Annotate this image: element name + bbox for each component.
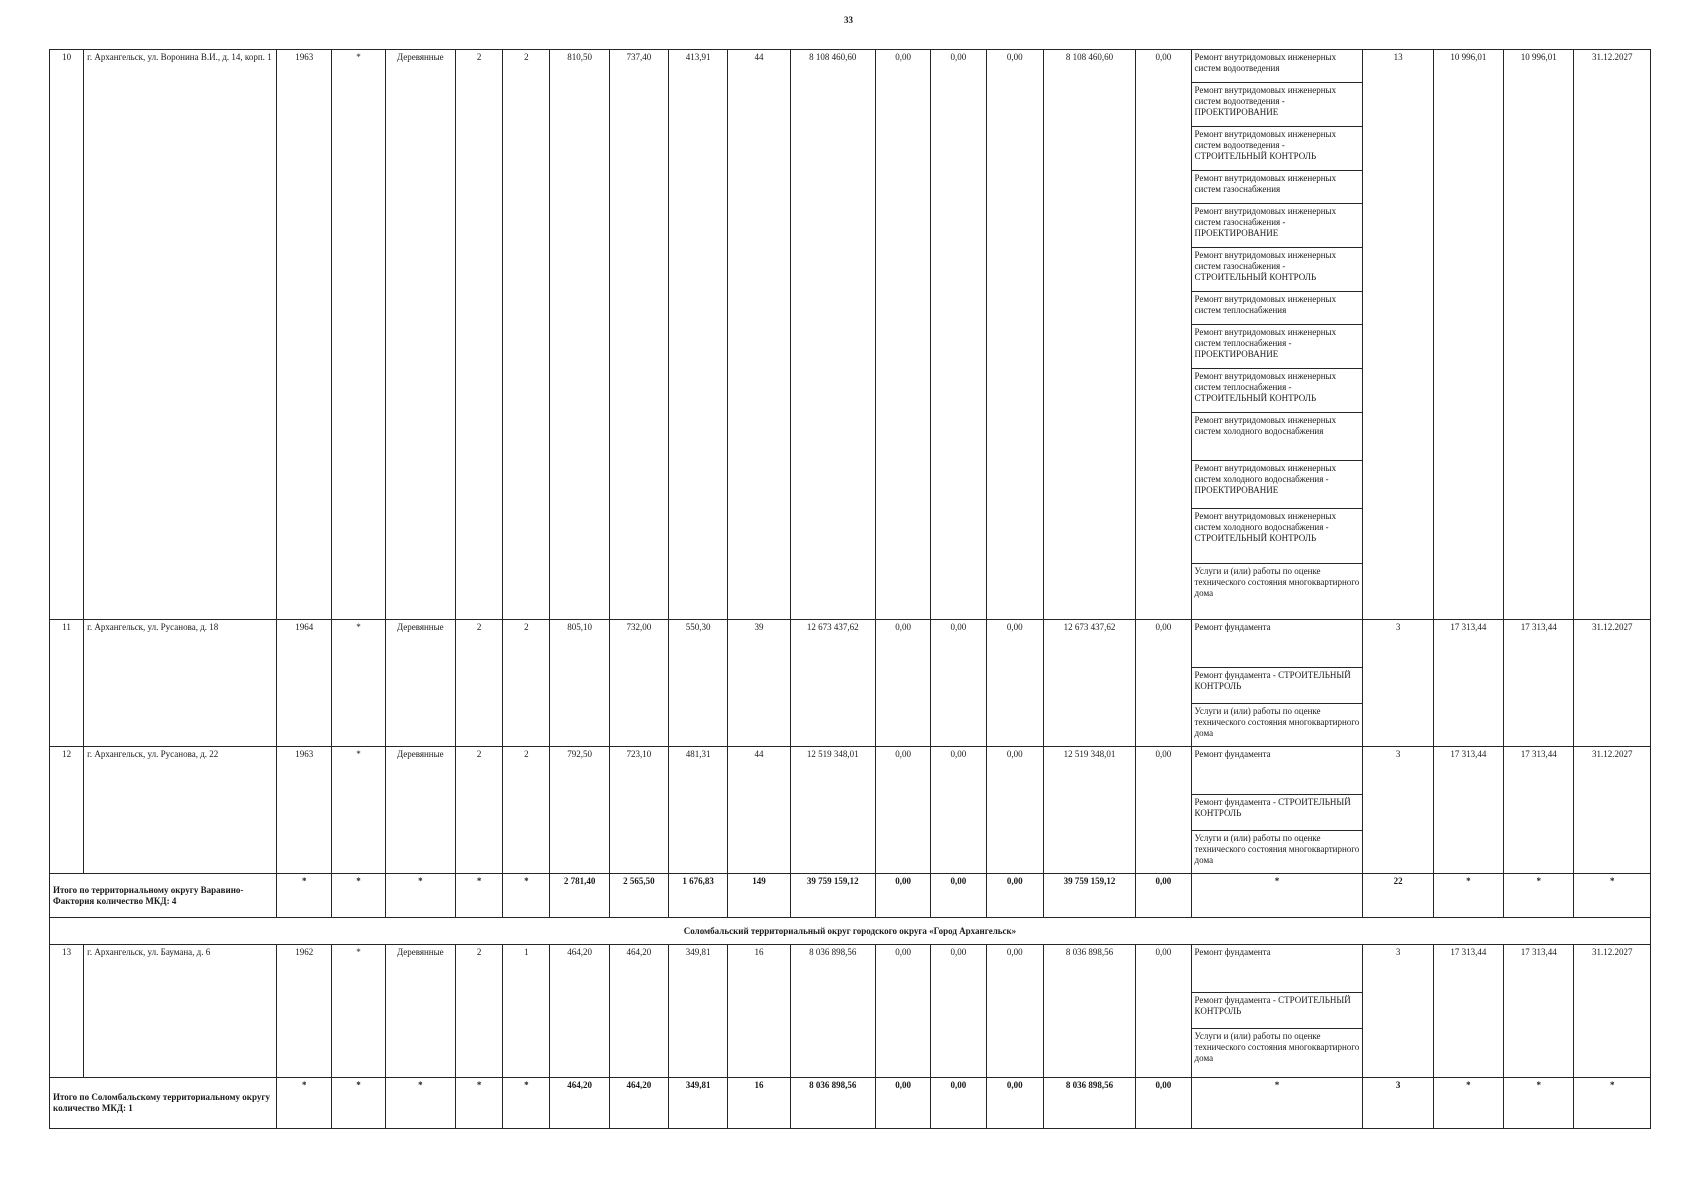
work-item: Ремонт фундамента - СТРОИТЕЛЬНЫЙ КОНТРОЛЬ xyxy=(1192,993,1363,1029)
cell-max-cost: 17 313,44 xyxy=(1504,945,1574,1078)
cell-cost-total: 8 108 460,60 xyxy=(790,50,875,620)
cell-walls: Деревянные xyxy=(385,620,455,747)
page-number: 33 xyxy=(844,15,853,25)
total-cell: * xyxy=(503,1078,550,1129)
cell-area-owned: 413,91 xyxy=(669,50,728,620)
cell-year: 1962 xyxy=(277,945,332,1078)
work-item: Ремонт внутридомовых инженерных систем водоотведения xyxy=(1192,50,1363,83)
total-area-total: 464,20 xyxy=(550,1078,609,1129)
cell-fund-regional: 0,00 xyxy=(931,945,986,1078)
total-work-count: 22 xyxy=(1363,874,1433,918)
cell-area-total: 792,50 xyxy=(550,747,609,874)
total-row-varavino xyxy=(50,874,1651,918)
cell-area-living: 464,20 xyxy=(609,945,668,1078)
total-residents: 149 xyxy=(728,874,790,918)
total-cell: * xyxy=(1574,1078,1651,1129)
cell-year: 1964 xyxy=(277,620,332,747)
cell-fund-municipal: 0,00 xyxy=(986,747,1043,874)
total-area-living: 464,20 xyxy=(609,1078,668,1129)
work-item: Ремонт внутридомовых инженерных систем холодного водоснабжения xyxy=(1192,413,1363,461)
total-cost: 39 759 159,12 xyxy=(790,874,875,918)
work-item: Ремонт фундамента xyxy=(1192,620,1363,668)
work-item: Ремонт фундамента xyxy=(1192,945,1363,993)
cell-floors: 2 xyxy=(455,945,502,1078)
cell-fund-municipal: 0,00 xyxy=(986,620,1043,747)
cell-work-count: 3 xyxy=(1363,945,1433,1078)
cell-area-owned: 550,30 xyxy=(669,620,728,747)
cell-works xyxy=(1191,945,1363,1078)
work-item: Услуги и (или) работы по оценке технического состояния многоквартирного дома xyxy=(1194,1031,1360,1063)
cell-area-living: 723,10 xyxy=(609,747,668,874)
work-item: Ремонт внутридомовых инженерных систем теплоснабжения - ПРОЕКТИРОВАНИЕ xyxy=(1192,325,1363,369)
cell-work-count: 3 xyxy=(1363,620,1433,747)
total-cell: * xyxy=(277,874,332,918)
total-cell: * xyxy=(1433,1078,1503,1129)
cell-fund-federal: 0,00 xyxy=(876,945,931,1078)
total-cell: * xyxy=(455,874,502,918)
cell-fund-regional: 0,00 xyxy=(931,620,986,747)
work-item: Ремонт внутридомовых инженерных систем газоснабжения - ПРОЕКТИРОВАНИЕ xyxy=(1192,204,1363,248)
capital-repair-table xyxy=(49,49,1651,1129)
total-cell: * xyxy=(455,1078,502,1129)
total-cell: * xyxy=(1574,874,1651,918)
cell-floors: 2 xyxy=(455,747,502,874)
cell-fund-owners: 8 108 460,60 xyxy=(1043,50,1135,620)
cell-works xyxy=(1191,620,1363,747)
table-row xyxy=(50,747,1651,874)
total-fund-regional: 0,00 xyxy=(931,874,986,918)
cell-cost-total: 12 673 437,62 xyxy=(790,620,875,747)
cell-fund-owners: 12 673 437,62 xyxy=(1043,620,1135,747)
cell-fund-other: 0,00 xyxy=(1136,747,1191,874)
cell-cost-total: 12 519 348,01 xyxy=(790,747,875,874)
total-fund-owners: 39 759 159,12 xyxy=(1043,874,1135,918)
cell-area-total: 464,20 xyxy=(550,945,609,1078)
cell-deadline: 31.12.2027 xyxy=(1574,50,1651,620)
total-label: Итого по Соломбальскому территориальному округу количество МКД: 1 xyxy=(50,1078,277,1129)
house-rows-solombala xyxy=(50,945,1651,1078)
total-fund-federal: 0,00 xyxy=(876,1078,931,1129)
cell-fund-owners: 12 519 348,01 xyxy=(1043,747,1135,874)
cell-unit-cost: 17 313,44 xyxy=(1433,620,1503,747)
work-item: Ремонт внутридомовых инженерных систем водоотведения - СТРОИТЕЛЬНЫЙ КОНТРОЛЬ xyxy=(1192,127,1363,171)
total-cell: * xyxy=(1191,874,1363,918)
cell-fund-regional: 0,00 xyxy=(931,747,986,874)
total-residents: 16 xyxy=(728,1078,790,1129)
cell-deadline: 31.12.2027 xyxy=(1574,747,1651,874)
cell-num: 10 xyxy=(50,50,84,620)
cell-works xyxy=(1191,50,1363,620)
section-title: Соломбальский территориальный округ городского округа «Город Архангельск» xyxy=(50,918,1651,945)
cell-year-end: * xyxy=(332,50,385,620)
cell-year-end: * xyxy=(332,620,385,747)
cell-year: 1963 xyxy=(277,747,332,874)
total-cell: * xyxy=(1504,1078,1574,1129)
total-row-solombala xyxy=(50,1078,1651,1129)
cell-floors: 2 xyxy=(455,620,502,747)
cell-fund-owners: 8 036 898,56 xyxy=(1043,945,1135,1078)
cell-fund-federal: 0,00 xyxy=(876,747,931,874)
total-cell: * xyxy=(385,1078,455,1129)
cell-fund-other: 0,00 xyxy=(1136,50,1191,620)
cell-fund-federal: 0,00 xyxy=(876,50,931,620)
cell-residents: 44 xyxy=(728,50,790,620)
cell-cost-total: 8 036 898,56 xyxy=(790,945,875,1078)
work-item: Ремонт внутридомовых инженерных систем холодного водоснабжения - СТРОИТЕЛЬНЫЙ КОНТРОЛЬ xyxy=(1192,509,1363,564)
section-header-row xyxy=(50,918,1651,945)
cell-area-total: 810,50 xyxy=(550,50,609,620)
cell-work-count: 13 xyxy=(1363,50,1433,620)
cell-area-total: 805,10 xyxy=(550,620,609,747)
cell-address: г. Архангельск, ул. Русанова, д. 22 xyxy=(84,747,277,874)
cell-unit-cost: 17 313,44 xyxy=(1433,747,1503,874)
total-cell: * xyxy=(332,874,385,918)
total-cell: * xyxy=(385,874,455,918)
cell-residents: 44 xyxy=(728,747,790,874)
table-row xyxy=(50,50,1651,620)
work-item: Ремонт внутридомовых инженерных систем теплоснабжения xyxy=(1192,292,1363,325)
work-item: Ремонт фундамента xyxy=(1192,747,1363,795)
total-label: Итого по территориальному округу Варавино-Фактория количество МКД: 4 xyxy=(50,874,277,918)
total-area-living: 2 565,50 xyxy=(609,874,668,918)
table-row xyxy=(50,945,1651,1078)
total-area-owned: 349,81 xyxy=(669,1078,728,1129)
cell-walls: Деревянные xyxy=(385,945,455,1078)
work-item: Ремонт внутридомовых инженерных систем водоотведения - ПРОЕКТИРОВАНИЕ xyxy=(1192,83,1363,127)
total-fund-municipal: 0,00 xyxy=(986,874,1043,918)
cell-unit-cost: 17 313,44 xyxy=(1433,945,1503,1078)
work-item: Ремонт фундамента - СТРОИТЕЛЬНЫЙ КОНТРОЛЬ xyxy=(1192,795,1363,831)
cell-address: г. Архангельск, ул. Баумана, д. 6 xyxy=(84,945,277,1078)
cell-max-cost: 10 996,01 xyxy=(1504,50,1574,620)
work-item: Услуги и (или) работы по оценке технического состояния многоквартирного дома xyxy=(1194,833,1360,865)
table-row xyxy=(50,620,1651,747)
work-item: Ремонт внутридомовых инженерных систем холодного водоснабжения - ПРОЕКТИРОВАНИЕ xyxy=(1192,461,1363,509)
work-item: Ремонт внутридомовых инженерных систем теплоснабжения - СТРОИТЕЛЬНЫЙ КОНТРОЛЬ xyxy=(1192,369,1363,413)
cell-max-cost: 17 313,44 xyxy=(1504,747,1574,874)
total-cell: * xyxy=(277,1078,332,1129)
total-fund-other: 0,00 xyxy=(1136,1078,1191,1129)
cell-area-living: 732,00 xyxy=(609,620,668,747)
cell-deadline: 31.12.2027 xyxy=(1574,620,1651,747)
cell-address: г. Архангельск, ул. Воронина В.И., д. 14, корп. 1 xyxy=(84,50,277,620)
cell-entrances: 2 xyxy=(503,747,550,874)
cell-fund-federal: 0,00 xyxy=(876,620,931,747)
total-work-count: 3 xyxy=(1363,1078,1433,1129)
cell-work-count: 3 xyxy=(1363,747,1433,874)
cell-entrances: 2 xyxy=(503,620,550,747)
cell-num: 11 xyxy=(50,620,84,747)
cell-year: 1963 xyxy=(277,50,332,620)
work-item: Ремонт фундамента - СТРОИТЕЛЬНЫЙ КОНТРОЛЬ xyxy=(1192,668,1363,704)
cell-entrances: 1 xyxy=(503,945,550,1078)
cell-fund-regional: 0,00 xyxy=(931,50,986,620)
cell-residents: 39 xyxy=(728,620,790,747)
total-area-owned: 1 676,83 xyxy=(669,874,728,918)
cell-residents: 16 xyxy=(728,945,790,1078)
total-fund-municipal: 0,00 xyxy=(986,1078,1043,1129)
work-item: Услуги и (или) работы по оценке технического состояния многоквартирного дома xyxy=(1194,566,1360,598)
cell-area-owned: 349,81 xyxy=(669,945,728,1078)
cell-floors: 2 xyxy=(455,50,502,620)
total-fund-federal: 0,00 xyxy=(876,874,931,918)
cell-deadline: 31.12.2027 xyxy=(1574,945,1651,1078)
work-item: Услуги и (или) работы по оценке технического состояния многоквартирного дома xyxy=(1194,706,1360,738)
house-rows xyxy=(50,50,1651,874)
cell-fund-other: 0,00 xyxy=(1136,945,1191,1078)
cell-unit-cost: 10 996,01 xyxy=(1433,50,1503,620)
cell-year-end: * xyxy=(332,747,385,874)
total-cost: 8 036 898,56 xyxy=(790,1078,875,1129)
cell-walls: Деревянные xyxy=(385,747,455,874)
cell-num: 12 xyxy=(50,747,84,874)
cell-year-end: * xyxy=(332,945,385,1078)
cell-area-living: 737,40 xyxy=(609,50,668,620)
cell-entrances: 2 xyxy=(503,50,550,620)
cell-fund-municipal: 0,00 xyxy=(986,50,1043,620)
cell-max-cost: 17 313,44 xyxy=(1504,620,1574,747)
work-item: Ремонт внутридомовых инженерных систем газоснабжения xyxy=(1192,171,1363,204)
cell-fund-other: 0,00 xyxy=(1136,620,1191,747)
total-cell: * xyxy=(1433,874,1503,918)
total-fund-owners: 8 036 898,56 xyxy=(1043,1078,1135,1129)
total-cell: * xyxy=(503,874,550,918)
work-item: Ремонт внутридомовых инженерных систем газоснабжения - СТРОИТЕЛЬНЫЙ КОНТРОЛЬ xyxy=(1192,248,1363,292)
cell-fund-municipal: 0,00 xyxy=(986,945,1043,1078)
cell-area-owned: 481,31 xyxy=(669,747,728,874)
cell-address: г. Архангельск, ул. Русанова, д. 18 xyxy=(84,620,277,747)
total-cell: * xyxy=(332,1078,385,1129)
cell-works xyxy=(1191,747,1363,874)
total-area-total: 2 781,40 xyxy=(550,874,609,918)
cell-walls: Деревянные xyxy=(385,50,455,620)
total-fund-other: 0,00 xyxy=(1136,874,1191,918)
total-cell: * xyxy=(1504,874,1574,918)
cell-num: 13 xyxy=(50,945,84,1078)
total-cell: * xyxy=(1191,1078,1363,1129)
total-fund-regional: 0,00 xyxy=(931,1078,986,1129)
